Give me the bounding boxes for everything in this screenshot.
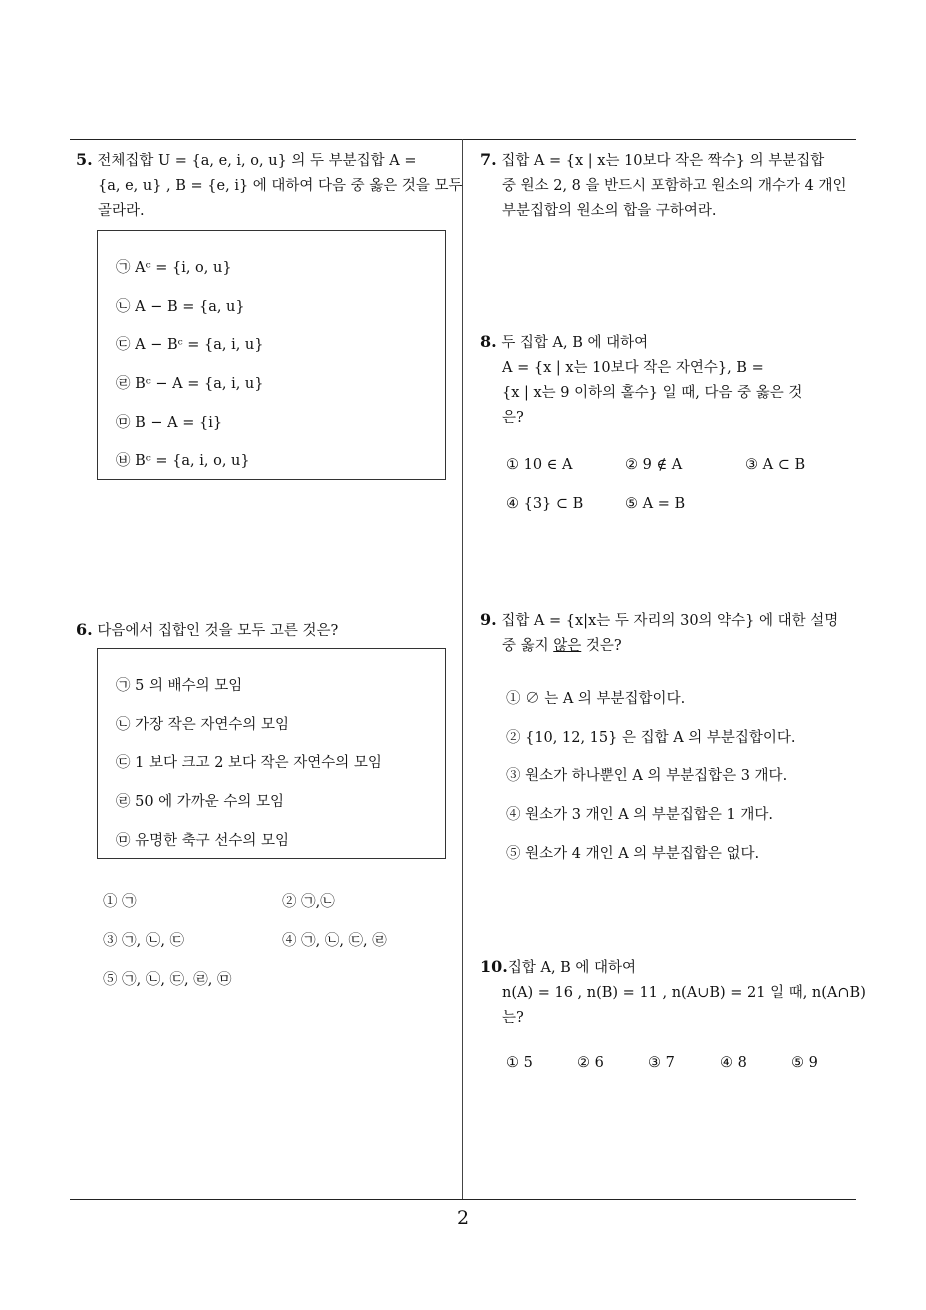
question-number: 9. xyxy=(480,610,497,629)
condition-item: ㉡ A − B = {a, u} xyxy=(116,299,245,315)
answer-option[interactable]: ③ 7 xyxy=(648,1055,675,1071)
answer-option[interactable]: ① 5 xyxy=(506,1055,533,1071)
answer-option[interactable]: ① ∅ 는 A 의 부분집합이다. xyxy=(506,691,686,707)
condition-item: ㉥ Bᶜ = {a, i, o, u} xyxy=(116,453,250,469)
condition-item: ㉣ Bᶜ − A = {a, i, u} xyxy=(116,376,264,392)
column-divider xyxy=(462,139,463,1200)
condition-box xyxy=(97,648,446,859)
answer-option[interactable]: ① ㉠ xyxy=(103,894,137,910)
question-text: 것은? xyxy=(581,638,622,654)
question-text: 중 옳지 xyxy=(502,638,554,654)
answer-option[interactable]: ④ {3} ⊂ B xyxy=(506,496,584,512)
page-number: 2 xyxy=(456,1207,470,1229)
answer-option[interactable]: ③ 원소가 하나뿐인 A 의 부분집합은 3 개다. xyxy=(506,768,788,784)
underlined-keyword: 않은 xyxy=(553,638,582,654)
condition-item: ㉡ 가장 작은 자연수의 모임 xyxy=(116,717,290,733)
answer-option[interactable]: ② 6 xyxy=(577,1055,604,1071)
answer-option[interactable]: ① 10 ∈ A xyxy=(506,457,573,473)
condition-item: ㉣ 50 에 가까운 수의 모임 xyxy=(116,794,285,810)
question-text: {x | x는 9 이하의 홀수} 일 때, 다음 중 옳은 것 xyxy=(502,385,803,401)
answer-option[interactable]: ⑤ 9 xyxy=(791,1055,818,1071)
question-8 xyxy=(480,329,860,431)
question-text: 부분집합의 원소의 합을 구하여라. xyxy=(502,203,717,219)
question-7 xyxy=(480,147,860,224)
top-rule xyxy=(70,139,856,140)
question-text: 은? xyxy=(502,410,524,426)
answer-option[interactable]: ③ ㉠, ㉡, ㉢ xyxy=(103,933,185,949)
question-text: 집합 A = {x|x는 두 자리의 30의 약수} 에 대한 설명 xyxy=(501,613,839,629)
question-text: 집합 A = {x | x는 10보다 작은 짝수} 의 부분집합 xyxy=(501,153,825,169)
question-number: 8. xyxy=(480,332,497,351)
condition-item: ㉠ Aᶜ = {i, o, u} xyxy=(116,260,232,276)
answer-option[interactable]: ③ A ⊂ B xyxy=(745,457,806,473)
condition-item: ㉢ 1 보다 크고 2 보다 작은 자연수의 모임 xyxy=(116,755,382,771)
question-6 xyxy=(76,617,456,644)
condition-item: ㉤ 유명한 축구 선수의 모임 xyxy=(116,833,290,849)
question-text: {a, e, u} , B = {e, i} 에 대하여 다음 중 옳은 것을 모두 xyxy=(98,178,463,194)
condition-item: ㉢ A − Bᶜ = {a, i, u} xyxy=(116,337,264,353)
question-number: 6. xyxy=(76,620,93,639)
question-text: 전체집합 U = {a, e, i, o, u} 의 두 부분집합 A = xyxy=(97,153,417,169)
answer-option[interactable]: ⑤ ㉠, ㉡, ㉢, ㉣, ㉤ xyxy=(103,972,232,988)
condition-item: ㉤ B − A = {i} xyxy=(116,415,223,431)
answer-option[interactable]: ④ ㉠, ㉡, ㉢, ㉣ xyxy=(282,933,387,949)
condition-item: ㉠ 5 의 배수의 모임 xyxy=(116,678,243,694)
answer-option[interactable]: ⑤ A = B xyxy=(625,496,686,512)
question-text: 두 집합 A, B 에 대하여 xyxy=(501,335,649,351)
question-text: n(A) = 16 , n(B) = 11 , n(A∪B) = 21 일 때, n(A∩B) xyxy=(502,985,866,1001)
question-10 xyxy=(480,954,866,1031)
bottom-rule xyxy=(70,1199,856,1200)
condition-box xyxy=(97,230,446,480)
question-5 xyxy=(76,147,463,224)
answer-option[interactable]: ② {10, 12, 15} 은 집합 A 의 부분집합이다. xyxy=(506,730,796,746)
answer-option[interactable]: ② ㉠,㉡ xyxy=(282,894,335,910)
question-text: 집합 A, B 에 대하여 xyxy=(507,960,637,976)
question-number: 5. xyxy=(76,150,93,169)
question-text: 는? xyxy=(502,1010,524,1026)
question-number: 7. xyxy=(480,150,497,169)
question-9 xyxy=(480,607,860,659)
question-text: 다음에서 집합인 것을 모두 고른 것은? xyxy=(97,623,339,639)
answer-option[interactable]: ② 9 ∉ A xyxy=(625,457,683,473)
question-number: 10. xyxy=(480,957,508,976)
question-text: 골라라. xyxy=(98,203,145,219)
answer-option[interactable]: ④ 원소가 3 개인 A 의 부분집합은 1 개다. xyxy=(506,807,773,823)
answer-option[interactable]: ⑤ 원소가 4 개인 A 의 부분집합은 없다. xyxy=(506,846,760,862)
question-text: 중 원소 2, 8 을 반드시 포함하고 원소의 개수가 4 개인 xyxy=(502,178,847,194)
answer-option[interactable]: ④ 8 xyxy=(720,1055,747,1071)
question-text: A = {x | x는 10보다 작은 자연수}, B = xyxy=(502,360,764,376)
